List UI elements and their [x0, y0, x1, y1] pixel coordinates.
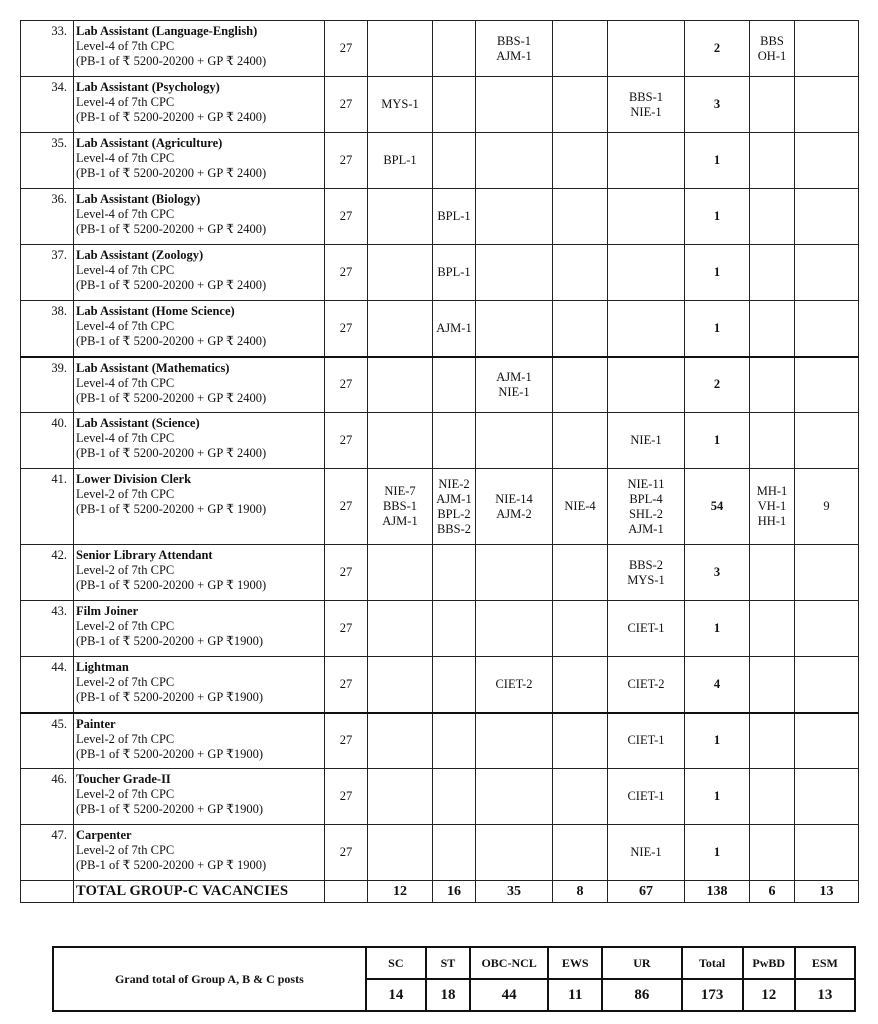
st-cell-entry: AJM-1	[436, 320, 472, 335]
st-cell	[433, 133, 476, 189]
post-level: Level-4 of 7th CPC	[76, 207, 175, 221]
post-title: Lab Assistant (Zoology)	[76, 248, 204, 262]
post-cell	[74, 769, 325, 825]
pwbd-cell	[750, 713, 795, 769]
esm-cell	[795, 601, 859, 657]
esm-cell	[795, 825, 859, 881]
grand-total-table	[52, 946, 856, 1012]
pwbd-cell	[750, 133, 795, 189]
ur-cell	[608, 21, 685, 77]
st-cell	[433, 713, 476, 769]
grand-header-pwbd: PwBD	[743, 947, 795, 979]
post-cell	[74, 825, 325, 881]
ur-cell	[608, 469, 685, 545]
obc-cell	[476, 657, 553, 713]
st-cell	[433, 601, 476, 657]
serial-number: 44.	[21, 657, 74, 713]
post-title: Lab Assistant (Psychology)	[76, 80, 220, 94]
st-cell	[433, 245, 476, 301]
sc-cell	[368, 469, 433, 545]
age-limit: 27	[325, 769, 368, 825]
total-cell: 1	[685, 601, 750, 657]
age-limit: 27	[325, 301, 368, 357]
st-cell	[433, 545, 476, 601]
sc-cell	[368, 657, 433, 713]
ews-cell	[553, 301, 608, 357]
obc-cell	[476, 601, 553, 657]
st-cell	[433, 769, 476, 825]
group-c-total-obc: 35	[476, 881, 553, 903]
post-cell	[74, 189, 325, 245]
pwbd-cell-entry: OH-1	[757, 48, 787, 63]
ur-cell	[608, 133, 685, 189]
sc-cell-entry: BPL-1	[383, 153, 417, 167]
st-cell	[433, 825, 476, 881]
post-title: Carpenter	[76, 828, 132, 842]
total-cell: 1	[685, 769, 750, 825]
serial-number: 45.	[21, 713, 74, 769]
post-level: Level-2 of 7th CPC	[76, 843, 175, 857]
post-level: Level-2 of 7th CPC	[76, 563, 175, 577]
group-c-total-esm: 13	[795, 881, 859, 903]
group-c-total-total: 138	[685, 881, 750, 903]
esm-cell	[795, 545, 859, 601]
sc-cell	[368, 413, 433, 469]
ur-cell	[608, 245, 685, 301]
grand-value-obc: 44	[470, 979, 548, 1011]
ur-cell-entry: CIET-1	[627, 733, 665, 748]
obc-cell	[476, 133, 553, 189]
total-cell: 1	[685, 825, 750, 881]
esm-cell	[795, 301, 859, 357]
esm-cell	[795, 77, 859, 133]
ur-cell	[608, 825, 685, 881]
total-cell: 1	[685, 133, 750, 189]
sc-cell	[368, 825, 433, 881]
esm-cell	[795, 189, 859, 245]
sc-cell	[368, 189, 433, 245]
grand-value-st: 18	[426, 979, 470, 1011]
sc-cell-entry: NIE-7	[384, 484, 416, 498]
obc-cell	[476, 77, 553, 133]
post-pay: (PB-1 of ₹ 5200-20200 + GP ₹ 2400)	[76, 166, 267, 180]
sc-cell-entry: AJM-1	[382, 514, 418, 528]
grand-header-total: Total	[682, 947, 743, 979]
ur-cell-entry: BBS-1	[628, 89, 664, 104]
post-title: Lab Assistant (Home Science)	[76, 304, 235, 318]
ews-cell	[553, 545, 608, 601]
total-cell: 2	[685, 357, 750, 413]
esm-cell	[795, 21, 859, 77]
ews-cell	[553, 769, 608, 825]
post-pay: (PB-1 of ₹ 5200-20200 + GP ₹ 1900)	[76, 502, 267, 516]
post-level: Level-4 of 7th CPC	[76, 39, 175, 53]
ews-cell	[553, 657, 608, 713]
pwbd-cell-entry: VH-1	[757, 499, 787, 513]
pwbd-cell-entry: HH-1	[757, 514, 787, 528]
ews-cell	[553, 21, 608, 77]
esm-cell	[795, 413, 859, 469]
st-cell	[433, 77, 476, 133]
serial-number: 38.	[21, 301, 74, 357]
st-cell-entry: BPL-2	[437, 506, 471, 521]
ews-cell	[553, 413, 608, 469]
ews-cell	[553, 189, 608, 245]
post-pay: (PB-1 of ₹ 5200-20200 + GP ₹1900)	[76, 802, 264, 816]
post-pay: (PB-1 of ₹ 5200-20200 + GP ₹1900)	[76, 690, 264, 704]
st-cell-entry: BBS-2	[436, 521, 472, 536]
table-row	[21, 545, 859, 601]
ur-cell-entry: CIET-1	[627, 789, 665, 803]
age-limit: 27	[325, 713, 368, 769]
serial-number: 37.	[21, 245, 74, 301]
sc-cell	[368, 357, 433, 413]
ur-cell-entry: SHL-2	[628, 506, 664, 521]
esm-cell	[795, 713, 859, 769]
ews-cell	[553, 469, 608, 545]
total-cell: 3	[685, 77, 750, 133]
table-row	[21, 657, 859, 713]
table-row	[21, 301, 859, 357]
post-title: Lab Assistant (Mathematics)	[76, 360, 230, 375]
pwbd-cell	[750, 601, 795, 657]
ur-cell-entry: NIE-1	[630, 845, 662, 859]
sc-cell-entry: MYS-1	[381, 97, 419, 111]
serial-number: 33.	[21, 21, 74, 77]
serial-number: 46.	[21, 769, 74, 825]
ur-cell	[608, 657, 685, 713]
age-limit: 27	[325, 357, 368, 413]
post-level: Level-4 of 7th CPC	[76, 319, 175, 333]
esm-cell	[795, 657, 859, 713]
table-row	[21, 601, 859, 657]
post-pay: (PB-1 of ₹ 5200-20200 + GP ₹ 2400)	[76, 334, 267, 348]
vacancy-table-body	[21, 21, 859, 903]
post-cell	[74, 545, 325, 601]
age-limit: 27	[325, 469, 368, 545]
group-c-total-ews: 8	[553, 881, 608, 903]
grand-header-ews: EWS	[548, 947, 602, 979]
obc-cell-entry: AJM-1	[496, 48, 532, 63]
age-limit: 27	[325, 189, 368, 245]
grand-header-ur: UR	[602, 947, 681, 979]
grand-value-ur: 86	[602, 979, 681, 1011]
grand-total-header-row	[53, 947, 855, 979]
post-level: Level-4 of 7th CPC	[76, 95, 175, 109]
group-c-total-pwbd: 6	[750, 881, 795, 903]
age-limit: 27	[325, 133, 368, 189]
sc-cell	[368, 545, 433, 601]
obc-cell	[476, 189, 553, 245]
serial-number: 35.	[21, 133, 74, 189]
st-cell-entry: NIE-2	[438, 476, 470, 491]
ur-cell-entry: CIET-2	[627, 676, 665, 691]
grand-header-st: ST	[426, 947, 470, 979]
pwbd-cell-entry: MH-1	[756, 484, 788, 498]
obc-cell	[476, 413, 553, 469]
ews-cell	[553, 601, 608, 657]
pwbd-cell	[750, 545, 795, 601]
st-cell-entry: BPL-1	[437, 265, 471, 279]
grand-value-pwbd: 12	[743, 979, 795, 1011]
serial-number: 34.	[21, 77, 74, 133]
grand-value-esm: 13	[795, 979, 855, 1011]
ur-cell	[608, 357, 685, 413]
post-level: Level-4 of 7th CPC	[76, 151, 175, 165]
post-pay: (PB-1 of ₹ 5200-20200 + GP ₹ 2400)	[76, 110, 267, 124]
ur-cell-entry: BBS-2	[628, 557, 664, 572]
post-pay: (PB-1 of ₹ 5200-20200 + GP ₹ 2400)	[76, 222, 267, 236]
ur-cell	[608, 77, 685, 133]
post-cell	[74, 21, 325, 77]
post-cell	[74, 77, 325, 133]
sc-cell	[368, 133, 433, 189]
grand-header-esm: ESM	[795, 947, 855, 979]
sc-cell	[368, 601, 433, 657]
ur-cell	[608, 769, 685, 825]
group-c-total-label: TOTAL GROUP-C VACANCIES	[74, 881, 325, 903]
total-cell: 2	[685, 21, 750, 77]
post-pay: (PB-1 of ₹ 5200-20200 + GP ₹1900)	[76, 746, 264, 761]
obc-cell	[476, 545, 553, 601]
sc-cell	[368, 769, 433, 825]
ur-cell-entry: AJM-1	[628, 521, 664, 536]
pwbd-cell	[750, 413, 795, 469]
total-cell: 3	[685, 545, 750, 601]
vacancy-table	[20, 20, 859, 903]
post-cell	[74, 133, 325, 189]
obc-cell	[476, 469, 553, 545]
obc-cell	[476, 825, 553, 881]
post-cell	[74, 301, 325, 357]
ews-cell	[553, 357, 608, 413]
total-blank-cell	[21, 881, 74, 903]
table-row	[21, 189, 859, 245]
post-cell	[74, 413, 325, 469]
total-cell: 1	[685, 713, 750, 769]
sc-cell	[368, 77, 433, 133]
obc-cell-entry: AJM-2	[496, 506, 532, 521]
age-limit: 27	[325, 825, 368, 881]
age-limit: 27	[325, 545, 368, 601]
pwbd-cell	[750, 769, 795, 825]
total-cell: 1	[685, 245, 750, 301]
ews-cell-entry: NIE-4	[564, 499, 596, 513]
table-row	[21, 769, 859, 825]
post-level: Level-4 of 7th CPC	[76, 431, 175, 445]
serial-number: 36.	[21, 189, 74, 245]
ews-cell	[553, 133, 608, 189]
obc-cell	[476, 245, 553, 301]
post-title: Toucher Grade-II	[76, 772, 171, 786]
grand-value-total: 173	[682, 979, 743, 1011]
post-pay: (PB-1 of ₹ 5200-20200 + GP ₹ 2400)	[76, 446, 267, 460]
st-cell	[433, 301, 476, 357]
ur-cell	[608, 189, 685, 245]
table-row	[21, 21, 859, 77]
esm-cell	[795, 245, 859, 301]
ur-cell-entry: CIET-1	[627, 621, 665, 635]
table-row	[21, 469, 859, 545]
total-cell: 1	[685, 413, 750, 469]
total-cell: 1	[685, 189, 750, 245]
obc-cell-entry: NIE-1	[498, 384, 530, 399]
grand-value-sc: 14	[366, 979, 426, 1011]
sc-cell	[368, 713, 433, 769]
post-level: Level-2 of 7th CPC	[76, 787, 175, 801]
st-cell	[433, 189, 476, 245]
post-title: Painter	[76, 716, 116, 731]
pwbd-cell	[750, 357, 795, 413]
obc-cell	[476, 21, 553, 77]
table-row	[21, 77, 859, 133]
post-title: Film Joiner	[76, 604, 139, 618]
age-limit: 27	[325, 21, 368, 77]
table-row	[21, 245, 859, 301]
post-cell	[74, 245, 325, 301]
post-level: Level-2 of 7th CPC	[76, 487, 175, 501]
obc-cell	[476, 713, 553, 769]
serial-number: 43.	[21, 601, 74, 657]
ur-cell	[608, 713, 685, 769]
st-cell-entry: BPL-1	[437, 209, 471, 223]
table-row	[21, 413, 859, 469]
esm-cell: 9	[795, 469, 859, 545]
group-c-total-sc: 12	[368, 881, 433, 903]
obc-cell-entry: CIET-2	[495, 676, 533, 691]
pwbd-cell	[750, 825, 795, 881]
st-cell	[433, 469, 476, 545]
grand-header-sc: SC	[366, 947, 426, 979]
sc-cell	[368, 21, 433, 77]
pwbd-cell	[750, 657, 795, 713]
obc-cell-entry: AJM-1	[496, 369, 532, 384]
post-cell	[74, 601, 325, 657]
obc-cell-entry: NIE-14	[495, 491, 533, 506]
post-level: Level-4 of 7th CPC	[76, 375, 175, 390]
sc-cell-entry: BBS-1	[382, 499, 418, 513]
post-level: Level-2 of 7th CPC	[76, 731, 175, 746]
group-c-total-row	[21, 881, 859, 903]
esm-cell	[795, 133, 859, 189]
post-title: Lab Assistant (Science)	[76, 416, 200, 430]
esm-cell	[795, 769, 859, 825]
ur-cell	[608, 601, 685, 657]
age-limit: 27	[325, 413, 368, 469]
ews-cell	[553, 77, 608, 133]
pwbd-cell-entry: BBS	[760, 33, 784, 48]
post-pay: (PB-1 of ₹ 5200-20200 + GP ₹ 2400)	[76, 390, 267, 405]
ur-cell-entry: BPL-4	[629, 491, 663, 506]
post-title: Lower Division Clerk	[76, 472, 192, 486]
table-row	[21, 133, 859, 189]
ur-cell-entry: MYS-1	[627, 572, 665, 587]
age-limit: 27	[325, 245, 368, 301]
ur-cell-entry: NIE-11	[627, 476, 665, 491]
st-cell	[433, 657, 476, 713]
post-title: Senior Library Attendant	[76, 548, 213, 562]
sc-cell	[368, 245, 433, 301]
table-row	[21, 713, 859, 769]
serial-number: 47.	[21, 825, 74, 881]
post-title: Lightman	[76, 660, 129, 674]
group-c-total-st: 16	[433, 881, 476, 903]
post-title: Lab Assistant (Biology)	[76, 192, 201, 206]
post-cell	[74, 357, 325, 413]
group-c-total-ur: 67	[608, 881, 685, 903]
ur-cell	[608, 413, 685, 469]
post-pay: (PB-1 of ₹ 5200-20200 + GP ₹ 1900)	[76, 858, 267, 872]
total-cell: 1	[685, 301, 750, 357]
st-cell	[433, 357, 476, 413]
ur-cell	[608, 545, 685, 601]
post-title: Lab Assistant (Language-English)	[76, 24, 258, 38]
pwbd-cell	[750, 469, 795, 545]
grand-header-obc: OBC-NCL	[470, 947, 548, 979]
pwbd-cell	[750, 21, 795, 77]
grand-value-ews: 11	[548, 979, 602, 1011]
post-pay: (PB-1 of ₹ 5200-20200 + GP ₹ 1900)	[76, 578, 267, 592]
st-cell-entry: AJM-1	[436, 491, 472, 506]
serial-number: 39.	[21, 357, 74, 413]
serial-number: 41.	[21, 469, 74, 545]
age-limit: 27	[325, 657, 368, 713]
post-cell	[74, 713, 325, 769]
st-cell	[433, 413, 476, 469]
ur-cell-entry: NIE-1	[630, 104, 662, 119]
post-level: Level-2 of 7th CPC	[76, 675, 175, 689]
ews-cell	[553, 245, 608, 301]
esm-cell	[795, 357, 859, 413]
post-pay: (PB-1 of ₹ 5200-20200 + GP ₹ 2400)	[76, 54, 267, 68]
post-pay: (PB-1 of ₹ 5200-20200 + GP ₹1900)	[76, 634, 264, 648]
total-cell: 54	[685, 469, 750, 545]
serial-number: 40.	[21, 413, 74, 469]
obc-cell	[476, 769, 553, 825]
pwbd-cell	[750, 301, 795, 357]
total-blank-cell	[325, 881, 368, 903]
total-cell: 4	[685, 657, 750, 713]
pwbd-cell	[750, 77, 795, 133]
st-cell	[433, 21, 476, 77]
serial-number: 42.	[21, 545, 74, 601]
table-row	[21, 825, 859, 881]
ews-cell	[553, 825, 608, 881]
post-cell	[74, 469, 325, 545]
post-level: Level-2 of 7th CPC	[76, 619, 175, 633]
ur-cell-entry: NIE-1	[630, 433, 662, 447]
post-pay: (PB-1 of ₹ 5200-20200 + GP ₹ 2400)	[76, 278, 267, 292]
table-row	[21, 357, 859, 413]
sc-cell	[368, 301, 433, 357]
obc-cell	[476, 357, 553, 413]
ur-cell	[608, 301, 685, 357]
pwbd-cell	[750, 245, 795, 301]
age-limit: 27	[325, 601, 368, 657]
age-limit: 27	[325, 77, 368, 133]
obc-cell-entry: BBS-1	[496, 33, 532, 48]
pwbd-cell	[750, 189, 795, 245]
post-level: Level-4 of 7th CPC	[76, 263, 175, 277]
post-cell	[74, 657, 325, 713]
post-title: Lab Assistant (Agriculture)	[76, 136, 223, 150]
ews-cell	[553, 713, 608, 769]
grand-total-label: Grand total of Group A, B & C posts	[53, 947, 366, 1011]
obc-cell	[476, 301, 553, 357]
